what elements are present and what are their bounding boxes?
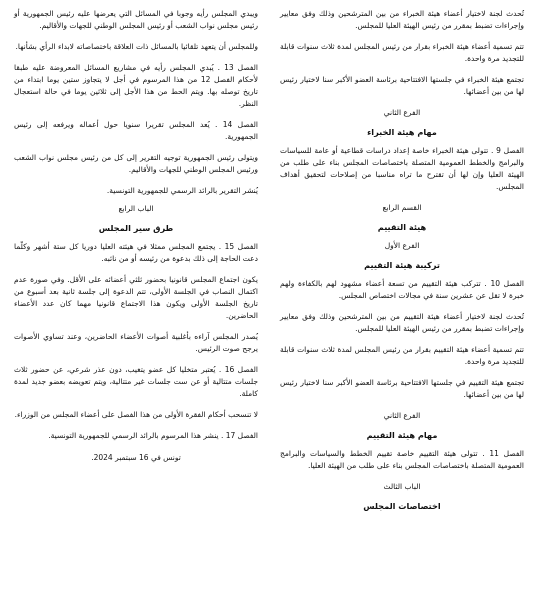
paragraph: تتم تسمية أعضاء هيئة التقييم بقرار من رئيس المجلس لمدة ثلاث سنوات قابلة للتجديد مرة واحدة. [280, 345, 524, 366]
subsection-label: الفرع الثاني [383, 411, 421, 420]
paragraph: يُصدر المجلس آراءه بأغلبية أصوات الأعضاء الحاضرين، وعند تساوي الأصوات يرجح صوت الرئيس. [14, 332, 258, 353]
chapter-heading: طرق سير المجلس [98, 223, 174, 233]
paragraph: تجتمع هيئة الخبراء في جلستها الافتتاحية برئاسة العضو الأكبر سنا لاختيار رئيس لها من بين أعضائها. [280, 75, 524, 96]
paragraph: وللمجلس أن يتعهد تلقائيا بالمسائل ذات العلاقة باختصاصاته لابداء الرأي بشأنها. [15, 42, 258, 51]
section-heading: مهام هيئة الخبراء [367, 127, 437, 137]
article-14: الفصل 14 . يُعد المجلس تقريرا سنويا حول أعماله ويرفعه إلى رئيس الجمهورية. [14, 120, 258, 141]
paragraph: لا تنسحب أحكام الفقرة الأولى من هذا الفصل على أعضاء المجلس من الوزراء. [14, 410, 258, 419]
section-heading: مهام هيئة التقييم [366, 430, 438, 440]
section-heading: هيئة التقييم [377, 222, 427, 232]
article-17: الفصل 17 . ينشر هذا المرسوم بالرائد الرسمي للجمهورية التونسية. [48, 431, 258, 440]
left-column [14, 8, 258, 600]
article-15: الفصل 15 . يجتمع المجلس ممثلا في هيئته العليا دوريا كل ستة أشهر وكلّما دعت الحاجة إلى ذلك بدعوة من رئيسه أو من نائبه. [14, 242, 258, 263]
paragraph: يكون اجتماع المجلس قانونيا بحضور ثلثي أعضائه على الأقل. وفي صورة عدم اكتمال النصاب في الجلسة الأولى، تتم الدعوة إلى جلسة ثانية بعد أسبوع من تاريخ الجلسة الأولى ويكون هذا الاجتماع قانونيا مهما كان عدد الأعضاء الحاضرين. [14, 275, 258, 320]
article-16: الفصل 16 . يُعتبر متخليا كل عضو يتغيب، دون عذر شرعي، عن حضور ثلاث جلسات متتالية أو عن ست جلسات غير متتالية، ويتم تعويضه بعضو جديد لمدة كاملة. [14, 365, 259, 398]
article-13: الفصل 13 . يُبدي المجلس رأيه في مشاريع المسائل المعروضة عليه طبقا لأحكام الفصل 12 من هذا المرسوم في أجل لا يتجاوز ستين يوما ابتداء من تاريخ توصله بها. ويتم الحط من هذا الأجل إلى ثلاثين يوما في حالة استعجال النظر. [14, 63, 259, 108]
article-10: الفصل 10 . تتركب هيئة التقييم من تسعة أعضاء مشهود لهم بالكفاءة ولهم خبرة لا تقل عن عشرين سنة في مجالات اختصاص المجلس. [280, 279, 524, 300]
paragraph: تجتمع هيئة التقييم في جلستها الافتتاحية برئاسة العضو الأكبر سنا لاختيار رئيس لها من بين أعضائها. [280, 378, 524, 399]
paragraph: تتم تسمية أعضاء هيئة الخبراء بقرار من رئيس المجلس لمدة ثلاث سنوات قابلة للتجديد مرة واحدة. [280, 42, 524, 63]
chapter-heading: اختصاصات المجلس [363, 501, 441, 511]
chapter-label: الباب الرابع [118, 204, 154, 213]
article-9: الفصل 9 . تتولى هيئة الخبراء خاصة إعداد دراسات قطاعية أو عامة للسياسات والبرامج والخطط العمومية المتصلة باختصاصات المجلس بناء على طلب من الهيئة العليا وإن لها أن تقترح ما تراه مناسبا من إصلاحات لتحقيق أهداف المجلس. [280, 146, 524, 191]
right-column [280, 8, 524, 600]
paragraph: تُحدث لجنة لاختيار أعضاء هيئة التقييم من بين المترشحين وذلك وفق معايير وإجراءات تضبط بمقرر من رئيس الهيئة العليا للمجلس. [280, 312, 524, 333]
subsection-label: الفرع الثاني [383, 108, 421, 117]
article-11: الفصل 11 . تتولى هيئة التقييم خاصة تقييم الخطط والسياسات والبرامج العمومية المتصلة باختصاصات المجلس بناء على طلب من الهيئة العليا. [280, 449, 524, 470]
paragraph: يُنشر التقرير بالرائد الرسمي للجمهورية التونسية. [106, 186, 258, 195]
paragraph: ويبدي المجلس رأيه وجوبا في المسائل التي يعرضها عليه رئيس الجمهورية أو رئيس مجلس نواب الشعب أو رئيس المجلس الوطني للجهات والأقاليم. [14, 9, 258, 30]
section-label: القسم الرابع [382, 203, 422, 212]
paragraph: ويتولى رئيس الجمهورية توجيه التقرير إلى كل من رئيس مجلس نواب الشعب ورئيس المجلس الوطني للجهات والأقاليم. [14, 153, 258, 174]
section-heading: تركيبة هيئة التقييم [364, 260, 440, 270]
signature-date: تونس في 16 سبتمبر 2024. [91, 453, 181, 462]
chapter-label: الباب الثالث [383, 482, 421, 491]
paragraph: تُحدث لجنة لاختيار أعضاء هيئة الخبراء من بين المترشحين وذلك وفق معايير وإجراءات تضبط بمقرر من رئيس الهيئة العليا للمجلس. [280, 9, 524, 30]
subsection-label: الفرع الأول [384, 241, 420, 250]
